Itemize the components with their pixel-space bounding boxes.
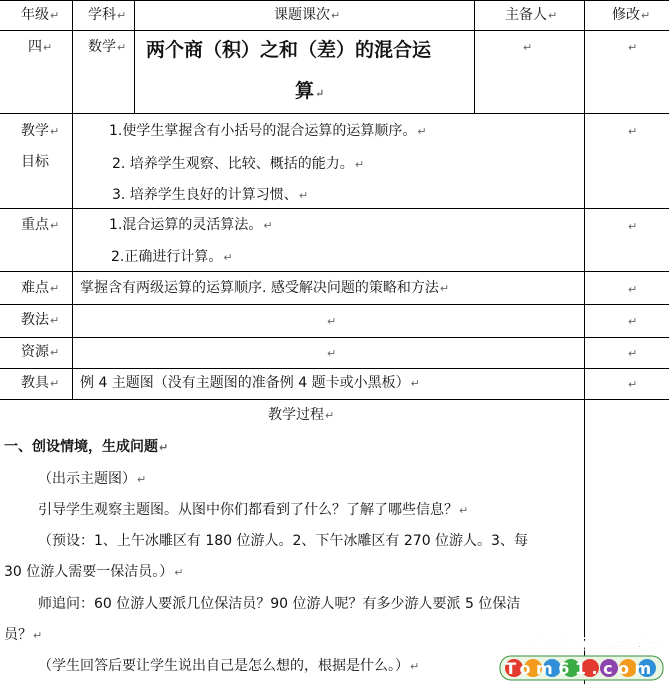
- method-revise-mark: ↵: [628, 315, 638, 328]
- rule-top: [0, 0, 669, 1]
- goal-item: 2. 培养学生观察、比较、概括的能力。↵: [112, 156, 365, 172]
- header-grade: 年级↵: [21, 7, 60, 23]
- tools-revise-mark: ↵: [628, 378, 638, 391]
- grade-value: 四↵: [28, 39, 53, 55]
- site-watermark-logo: [460, 632, 665, 682]
- keypoint-item: 1.混合运算的灵活算法。↵: [109, 217, 273, 233]
- rule-keypoints-bottom: [0, 271, 669, 272]
- rule-goals-bottom: [0, 208, 669, 209]
- goal-item: 1.使学生掌握含有小括号的混合运算的运算顺序。↵: [109, 123, 427, 139]
- process-paragraph: （预设：1、上午冰雕区有 180 位游人。2、下午冰雕区有 270 位游人。3、每: [38, 533, 528, 549]
- difficulty-text: 掌握含有两级运算的运算顺序. 感受解决问题的策略和方法↵: [80, 280, 450, 296]
- difficulty-label: 难点↵: [21, 280, 60, 296]
- rule-revise-col: [584, 0, 585, 684]
- goal-item: 3. 培养学生良好的计算习惯、↵: [112, 187, 309, 203]
- lesson-title-line2: 算↵: [295, 80, 325, 102]
- keypoints-label: 重点↵: [21, 217, 60, 233]
- lesson-title-line1: 两个商（积）之和（差）的混合运: [146, 39, 432, 61]
- tools-label: 教具↵: [21, 375, 60, 391]
- process-title: 教学过程↵: [268, 407, 335, 423]
- header-topic: 课题课次↵: [274, 7, 341, 23]
- rule-row1-bottom: [0, 113, 669, 114]
- goals-label-2: 目标: [21, 154, 49, 170]
- rule-difficulty-bottom: [0, 304, 669, 305]
- revise-mark: ↵: [628, 41, 638, 54]
- goals-label-1: 教学↵: [21, 123, 60, 139]
- header-preparer: 主备人↵: [505, 7, 558, 23]
- header-revise: 修改↵: [612, 7, 651, 23]
- watermark-text-domain: Tom61.com: [505, 659, 657, 678]
- method-label: 教法↵: [21, 312, 60, 328]
- resource-label: 资源↵: [21, 344, 60, 360]
- watermark-text-cn: 儿童资源网小学课件: [509, 636, 662, 656]
- process-paragraph: 引导学生观察主题图。从图中你们都看到了什么？了解了哪些信息？↵: [38, 502, 469, 518]
- rule-method-bottom: [0, 337, 669, 338]
- process-paragraph: （学生回答后要让学生说出自己是怎么想的，根据是什么。）↵: [38, 658, 420, 674]
- preparer-mark: ↵: [523, 41, 533, 54]
- difficulty-revise-mark: ↵: [628, 283, 638, 296]
- rule-header-bottom: [0, 30, 669, 31]
- header-subject: 学科↵: [88, 7, 127, 23]
- resource-revise-mark: ↵: [628, 347, 638, 360]
- process-paragraph: 员？↵: [4, 627, 43, 643]
- rule-topic-col: [474, 0, 475, 114]
- process-section-heading: 一、创设情境，生成问题↵: [4, 439, 169, 455]
- rule-resource-bottom: [0, 368, 669, 369]
- tools-text: 例 4 主题图（没有主题图的准备例 4 题卡或小黑板）↵: [80, 375, 420, 391]
- rule-subject-col: [134, 0, 135, 114]
- process-paragraph: 30 位游人需要一保洁员。）↵: [4, 564, 184, 580]
- subject-value: 数学↵: [88, 39, 127, 55]
- process-paragraph: 师追问：60 位游人要派几位保洁员？90 位游人呢？有多少游人要派 5 位保洁: [38, 596, 521, 612]
- goals-revise-mark: ↵: [628, 125, 638, 138]
- rule-tools-bottom: [0, 399, 669, 400]
- resource-mark: ↵: [327, 347, 337, 360]
- rule-label-col: [72, 0, 73, 400]
- keypoint-item: 2.正确进行计算。↵: [111, 249, 233, 265]
- process-paragraph: （出示主题图）↵: [38, 471, 147, 487]
- keypoints-revise-mark: ↵: [628, 220, 638, 233]
- method-mark: ↵: [327, 315, 337, 328]
